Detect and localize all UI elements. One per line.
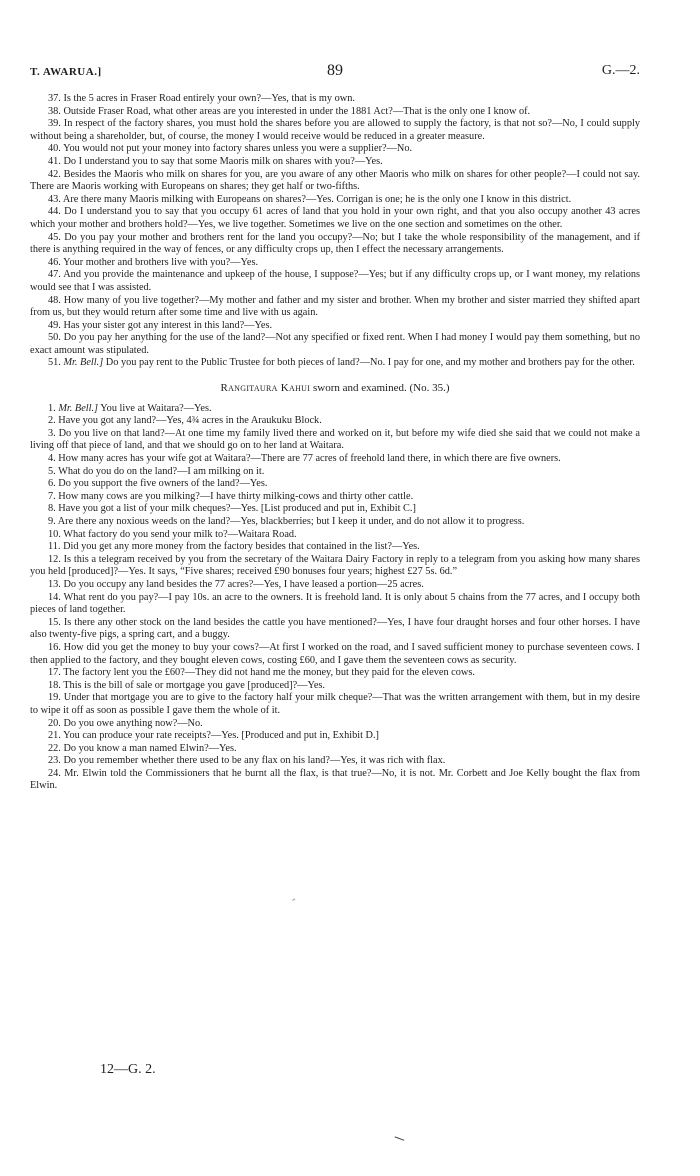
question-paragraph: 47. And you provide the maintenance and upkeep of the house, I suppose?—Yes; but if any difficulty crops up, or I want money, my relations would see that I was assisted. — [30, 269, 640, 293]
questions-part-1 — [30, 93, 640, 357]
question-paragraph: 44. Do I understand you to say that you occupy 61 acres of land that you hold in your own right, and that you also occupy another 43 acres which your mother and brothers hold?—Yes, we live together. Sometimes we live on the one section and sometimes on the other. — [30, 206, 640, 230]
question-paragraph: 39. In respect of the factory shares, you must hold the shares before you are allowed to supply the factory, is that not so?—No, I could supply without being a shareholder, but, of course, the money I would receive would be reduced in a greater measure. — [30, 118, 640, 142]
question-paragraph: 23. Do you remember whether there used to be any flax on his land?—Yes, it was rich with flax. — [48, 755, 446, 767]
question-paragraph: 22. Do you know a man named Elwin?—Yes. — [48, 742, 237, 754]
question-paragraph: 6. Do you support the five owners of the land?—Yes. — [48, 478, 268, 490]
question-paragraph: 50. Do you pay her anything for the use of the land?—Not any specified or fixed rent. When I had money I would pay them something, but no exact amount was stipulated. — [30, 332, 640, 356]
question-paragraph: 11. Did you get any more money from the factory besides that contained in the list?—Yes. — [48, 541, 420, 553]
question-paragraph: 24. Mr. Elwin told the Commissioners that he burnt all the flax, is that true?—No, it is not. Mr. Corbett and Joe Kelly bought the flax from Elwin. — [30, 767, 640, 792]
question-paragraph: 4. How many acres has your wife got at Waitara?—There are 77 acres of freehold land there, in which there are five owners. — [48, 453, 561, 465]
document-body — [30, 93, 640, 793]
question-paragraph: 13. Do you occupy any land besides the 77 acres?—Yes, I have leased a portion—25 acres. — [48, 578, 424, 590]
question-number: 51. — [48, 357, 61, 369]
section-title-rest: sworn and examined. (No. 35.) — [312, 382, 450, 395]
question-paragraph: 10. What factory do you send your milk to?—Waitara Road. — [48, 528, 297, 540]
question-paragraph: 14. What rent do you pay?—I pay 10s. an acre to the owners. It is freehold land. It is only about 5 chains from the 77 acres, and I occupy both pieces of land together. — [30, 591, 640, 616]
question-paragraph: 43. Are there many Maoris milking with Europeans on shares?—Yes. Corrigan is one; he is the only one I know in this district. — [48, 193, 572, 205]
question-paragraph: 7. How many cows are you milking?—I have thirty milking-cows and thirty other cattle. — [48, 490, 414, 502]
page-number: 89 — [327, 62, 343, 79]
print-speck — [292, 899, 297, 904]
question-paragraph: 42. Besides the Maoris who milk on shares for you, are you aware of any other Maoris who milk on shares for other people?—I could not say. There are Maoris working with Europeans on shares; they get half or two-fifths. — [30, 168, 640, 193]
speaker-label: Mr. Bell.] — [58, 402, 99, 414]
question-paragraph: 3. Do you live on that land?—At one time my family lived there and worked on it, but before my wife died she said that we could not make a living off that piece of land, and that we should go on to her land at Waitara. — [30, 427, 640, 452]
question-paragraph: 46. Your mother and brothers live with you?—Yes. — [48, 256, 259, 268]
witness-name: Rangitaura Kahui — [220, 382, 311, 395]
question-1 — [30, 403, 640, 416]
page-footer-signature: 12—G. 2. — [100, 1062, 156, 1077]
question-paragraph: 37. Is the 5 acres in Fraser Road entirely your own?—Yes, that is my own. — [48, 93, 355, 104]
question-paragraph: 18. This is the bill of sale or mortgage you gave [produced]?—Yes. — [48, 679, 326, 691]
question-text: Do you pay rent to the Public Trustee for both pieces of land?—No. I pay for one, and my mother and brothers pay for the other. — [105, 357, 635, 369]
page-header — [30, 62, 640, 82]
question-51 — [30, 357, 640, 370]
question-number: 1. — [48, 402, 56, 414]
question-paragraph: 45. Do you pay your mother and brothers rent for the land you occupy?—No; but I take the whole responsibility of the management, and if there is anything required in the way of fences, or any difficulty crops up, then I effect the necessary arrangements. — [30, 231, 640, 256]
question-paragraph: 15. Is there any other stock on the land besides the cattle you have mentioned?—Yes, I have four draught horses and four other horses. I have also twenty-five pigs, a spring cart, and a buggy. — [30, 616, 640, 641]
question-paragraph: 48. How many of you live together?—My mother and father and my sister and brother. When my brother and sister married they shifted apart from us, but they would return after some time and live with us again. — [30, 294, 640, 319]
question-paragraph: 40. You would not put your money into factory shares unless you were a supplier?—No. — [48, 143, 413, 155]
page-mark — [394, 1136, 405, 1143]
speaker-label: Mr. Bell.] — [63, 357, 104, 369]
question-paragraph: 12. Is this a telegram received by you from the secretary of the Waitara Dairy Factory in reply to a telegram from you asking how many shares you held [produced]?—Yes. It says, “Five shares; received £90 bonuses four years; highest £27 5s. 6d.” — [30, 553, 640, 578]
question-paragraph: 38. Outside Fraser Road, what other areas are you interested in under the 1881 Act?—That is the only one I know of. — [48, 105, 531, 117]
question-paragraph: 19. Under that mortgage you are to give to the factory half your milk cheque?—That was the written arrangement with them, but in my desire to wipe it off as soon as possible I gave them the whole of it. — [30, 692, 640, 716]
header-witness-name: T. AWARUA.] — [30, 66, 102, 78]
question-paragraph: 16. How did you get the money to buy your cows?—At first I worked on the road, and I saved sufficient money to purchase seventeen cows. I then applied to the factory, and they bought eleven cows, costing £60, and I gave them the seventeen cows as security. — [30, 641, 640, 666]
question-paragraph: 9. Are there any noxious weeds on the land?—Yes, blackberries; but I keep it under, and do not allow it to progress. — [48, 516, 525, 527]
question-paragraph: 17. The factory lent you the £60?—They did not hand me the money, but they paid for the eleven cows. — [48, 667, 475, 679]
question-paragraph: 2. Have you got any land?—Yes, 4¾ acres in the Araukuku Block. — [48, 415, 322, 427]
question-paragraph: 20. Do you owe anything now?—No. — [48, 717, 203, 729]
witness-section-title — [30, 382, 640, 395]
question-paragraph: 5. What do you do on the land?—I am milking on it. — [48, 465, 265, 477]
question-paragraph: 49. Has your sister got any interest in this land?—Yes. — [48, 319, 273, 331]
question-paragraph: 41. Do I understand you to say that some Maoris milk on shares with you?—Yes. — [48, 155, 383, 167]
question-text: You live at Waitara?—Yes. — [100, 402, 212, 414]
questions-part-2 — [30, 415, 640, 793]
document-code: G.—2. — [601, 63, 640, 78]
question-paragraph: 21. You can produce your rate receipts?—Yes. [Produced and put in, Exhibit D.] — [48, 730, 379, 742]
question-paragraph: 8. Have you got a list of your milk cheques?—Yes. [List produced and put in, Exhibit C.] — [48, 503, 416, 515]
